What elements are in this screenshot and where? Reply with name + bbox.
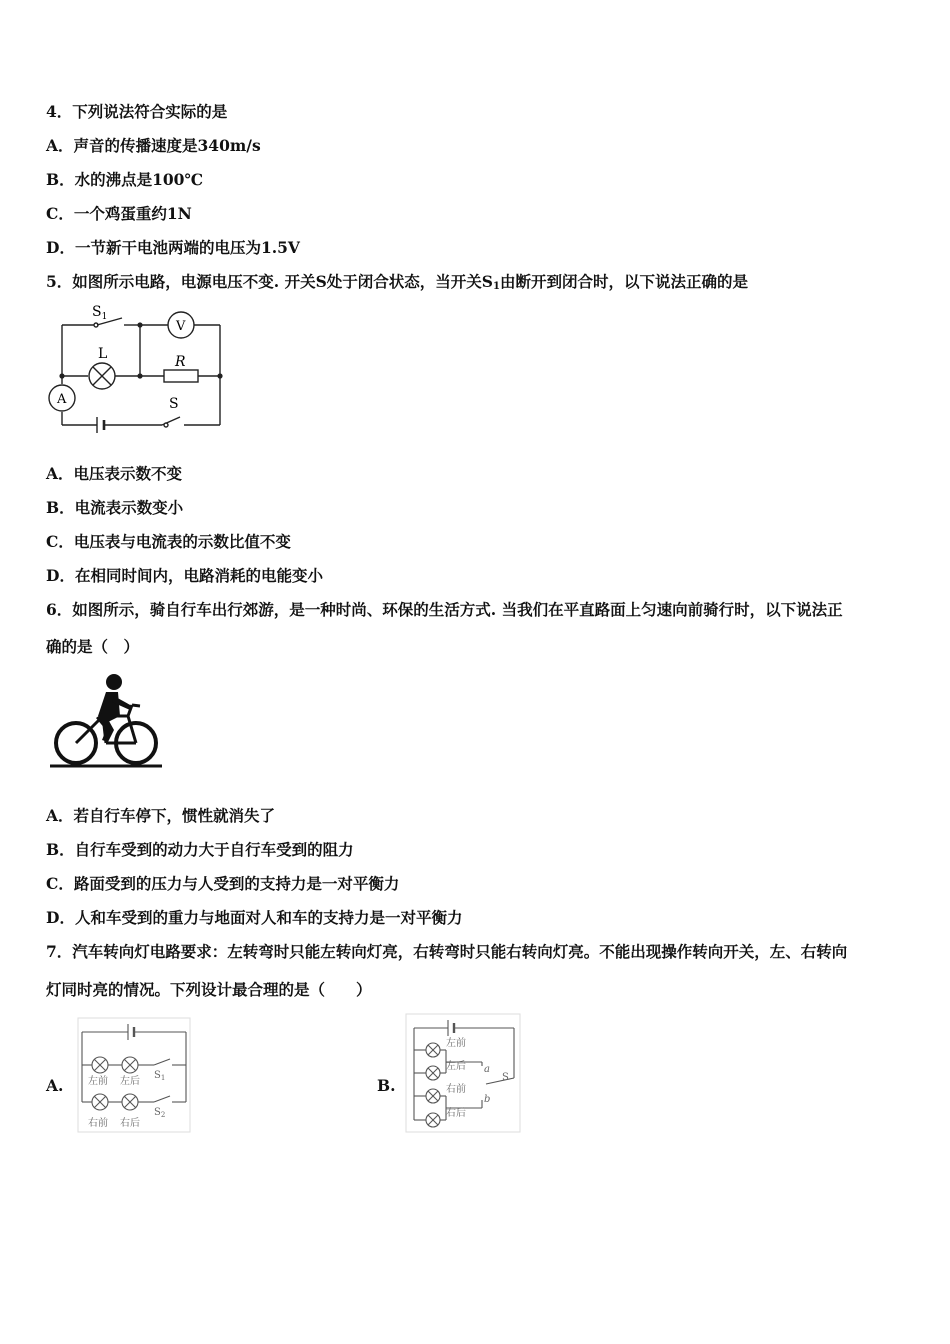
- q6-option-a: A．若自行车停下，惯性就消失了: [46, 806, 276, 825]
- q7b-contact-a: a: [484, 1064, 490, 1075]
- q7-option-b-label: B.: [377, 1076, 396, 1095]
- q4-option-d: D．一节新干电池两端的电压为1.5V: [46, 238, 300, 257]
- q6-stem-line2: 确的是（ ）: [46, 637, 140, 656]
- q7a-lamp-right-front: 右前: [88, 1118, 108, 1129]
- q5-option-d: D．在相同时间内，电路消耗的电能变小: [46, 566, 323, 585]
- switch-s-label: S: [169, 396, 179, 412]
- q7b-contact-b: b: [484, 1094, 491, 1105]
- q6-option-c: C．路面受到的压力与人受到的支持力是一对平衡力: [46, 874, 400, 893]
- q7a-lamp-left-front: 左前: [88, 1076, 108, 1087]
- q4-option-a: A．声音的传播速度是340m/s: [46, 136, 261, 155]
- q4-stem: 4．下列说法符合实际的是: [46, 102, 228, 121]
- q7b-lamp-right-rear: 右后: [446, 1108, 466, 1119]
- q7-stem-line1: 7．汽车转向灯电路要求：左转弯时只能左转向灯亮，右转弯时只能右转向灯亮。不能出现操作转向开关，左、右转向: [46, 942, 848, 961]
- q7a-switch-s1: $S_1$: [154, 1070, 166, 1082]
- q4-option-b: B．水的沸点是100℃: [46, 170, 204, 189]
- q5-option-c: C．电压表与电流表的示数比值不变: [46, 532, 291, 551]
- q7b-switch-s: S: [502, 1072, 509, 1083]
- q7b-lamp-left-rear: 左后: [446, 1061, 466, 1072]
- q5-option-b: B．电流表示数变小: [46, 498, 184, 517]
- q4-option-c: C．一个鸡蛋重约1N: [46, 204, 192, 223]
- lamp-l-label: L: [98, 346, 108, 362]
- switch-s1-label: $S_1$: [92, 304, 108, 322]
- bicycle-rider-illustration: [48, 670, 166, 772]
- q5-stem: 5．如图所示电路，电源电压不变. 开关S处于闭合状态，当开关$S_1$由断开到闭合时，以下说法正确的是: [46, 272, 748, 292]
- q6-option-d: D．人和车受到的重力与地面对人和车的支持力是一对平衡力: [46, 908, 463, 927]
- q7b-lamp-left-front: 左前: [446, 1038, 466, 1049]
- q7-stem-line2: 灯同时亮的情况。下列设计最合理的是（ ）: [46, 980, 372, 999]
- q5-circuit-diagram: [44, 300, 234, 440]
- resistor-r-label: R: [175, 354, 186, 370]
- q7-option-a-circuit: [74, 1014, 194, 1134]
- q7-option-a-label: A.: [46, 1076, 64, 1095]
- q7a-lamp-right-rear: 右后: [120, 1118, 140, 1129]
- ammeter-label: A: [57, 392, 67, 407]
- q6-option-b: B．自行车受到的动力大于自行车受到的阻力: [46, 840, 354, 859]
- q7-option-b-circuit: [402, 1010, 524, 1136]
- q7b-lamp-right-front: 右前: [446, 1084, 466, 1095]
- q7a-lamp-left-rear: 左后: [120, 1076, 140, 1087]
- q6-stem-line1: 6．如图所示，骑自行车出行郊游，是一种时尚、环保的生活方式. 当我们在平直路面上匀速向前骑行时，以下说法正: [46, 600, 843, 619]
- q7a-switch-s2: $S_2$: [154, 1107, 166, 1119]
- q5-option-a: A．电压表示数不变: [46, 464, 183, 483]
- voltmeter-label: V: [176, 319, 186, 334]
